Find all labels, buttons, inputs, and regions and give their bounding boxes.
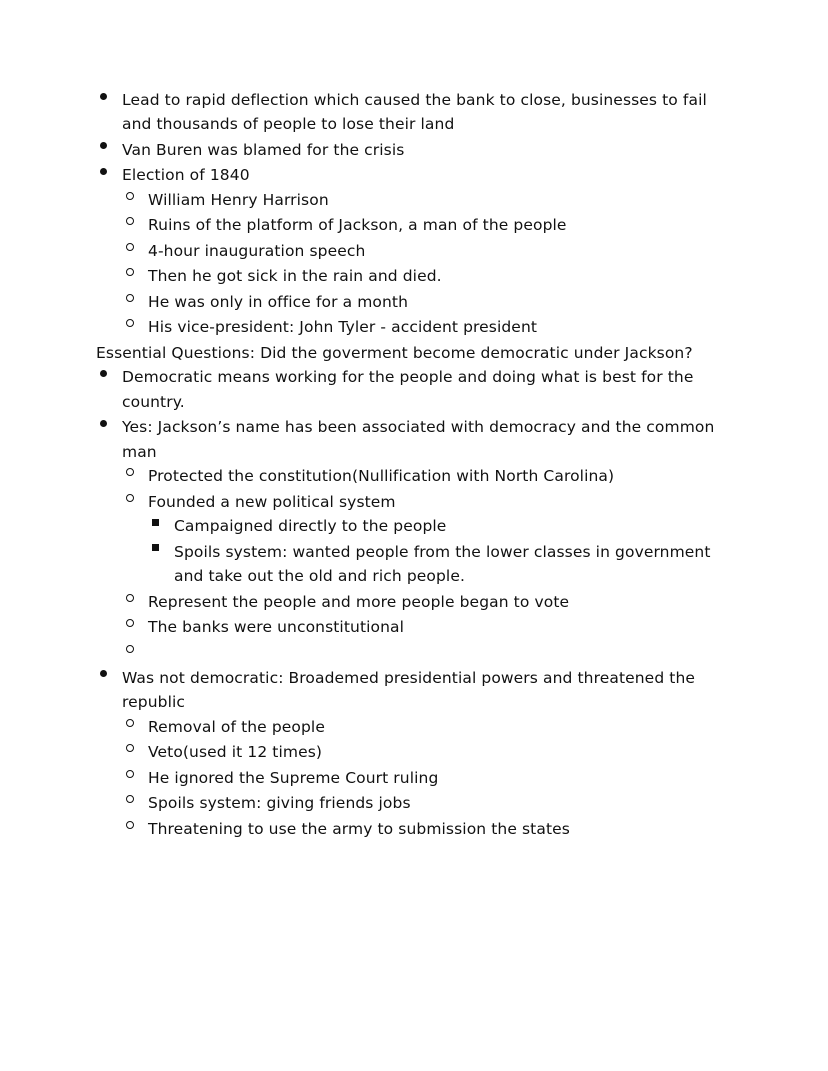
list-item [122, 464, 732, 488]
bullet-circle-icon [126, 490, 142, 511]
list-item-label: Veto(used it 12 times) [148, 743, 323, 762]
bullet-square-icon [152, 514, 168, 535]
bullet-circle-icon [126, 239, 142, 260]
top-level-list [96, 88, 732, 340]
bullet-circle-icon [126, 715, 142, 736]
list-item-label: William Henry Harrison [148, 190, 329, 209]
list-item [122, 315, 732, 339]
list-item-label: 4-hour inauguration speech [148, 241, 366, 260]
bullet-disc-icon [100, 138, 116, 159]
not-democratic-sublist [122, 715, 732, 841]
bullet-circle-icon [126, 188, 142, 209]
list-item-label: Represent the people and more people began to vote [148, 592, 570, 611]
bullet-circle-icon [126, 315, 142, 336]
bullet-circle-icon [126, 615, 142, 636]
list-item-label: Lead to rapid deflection which caused the bank to close, businesses to fail and thousands of people to lose their land [122, 91, 707, 134]
list-item [96, 138, 732, 162]
bullet-circle-icon [126, 213, 142, 234]
bullet-disc-icon [100, 415, 116, 436]
list-item-label: Protected the constitution(Nullification with North Carolina) [148, 467, 615, 486]
bullet-circle-icon [126, 464, 142, 485]
list-item [96, 88, 732, 137]
list-item-label: Removal of the people [148, 717, 325, 736]
list-item [148, 540, 732, 589]
list-item [122, 590, 732, 614]
list-item-label: The banks were unconstitutional [148, 618, 405, 637]
list-item-label: Election of 1840 [122, 166, 250, 185]
list-item-label: Was not democratic: Broademed presidential powers and threatened the republic [122, 668, 696, 712]
list-item-label: Then he got sick in the rain and died. [148, 267, 442, 286]
bullet-square-icon [152, 540, 168, 561]
list-item [122, 264, 732, 288]
list-item [96, 163, 732, 339]
list-item [96, 365, 732, 414]
list-item-label: He ignored the Supreme Court ruling [148, 768, 439, 787]
list-item-label: Founded a new political system [148, 492, 396, 511]
bullet-disc-icon [100, 365, 116, 386]
bullet-circle-icon [126, 766, 142, 787]
list-item-label: Spoils system: giving friends jobs [148, 794, 411, 813]
document-body [96, 88, 732, 841]
answer-list [96, 365, 732, 841]
list-item-label: Yes: Jackson’s name has been associated with democracy and the common man [122, 418, 715, 461]
list-item [122, 740, 732, 764]
list-item [122, 213, 732, 237]
list-item-label: Democratic means working for the people and doing what is best for the country. [122, 368, 694, 411]
bullet-disc-icon [100, 666, 116, 687]
bullet-disc-icon [100, 163, 116, 184]
list-item [122, 615, 732, 639]
election-1840-sublist [122, 188, 732, 340]
list-item [96, 415, 732, 664]
list-item-label: Campaigned directly to the people [174, 517, 447, 536]
list-item-empty [122, 641, 732, 665]
list-item [96, 666, 732, 841]
list-item [122, 817, 732, 841]
bullet-circle-icon [126, 264, 142, 285]
list-item [122, 290, 732, 314]
list-item-label: Threatening to use the army to submission the states [148, 819, 570, 838]
bullet-circle-icon [126, 641, 142, 662]
bullet-circle-icon [126, 791, 142, 812]
list-item [122, 188, 732, 212]
bullet-disc-icon [100, 88, 116, 109]
essential-question-heading: Essential Questions: Did the goverment become democratic under Jackson? [96, 343, 693, 362]
list-item [122, 715, 732, 739]
list-item [122, 791, 732, 815]
list-item-label: Spoils system: wanted people from the lower classes in government and take out the old and rich people. [174, 542, 711, 586]
list-item-label: Ruins of the platform of Jackson, a man of the people [148, 216, 567, 235]
list-item [122, 239, 732, 263]
bullet-circle-icon [126, 817, 142, 838]
list-item-label: Van Buren was blamed for the crisis [122, 140, 405, 159]
political-system-sublist [148, 514, 732, 588]
bullet-circle-icon [126, 290, 142, 311]
list-item-label: He was only in office for a month [148, 292, 409, 311]
yes-sublist [122, 464, 732, 664]
list-item [122, 490, 732, 589]
bullet-circle-icon [126, 740, 142, 761]
list-item [122, 766, 732, 790]
bullet-circle-icon [126, 590, 142, 611]
list-item-label: His vice-president: John Tyler - accident president [148, 318, 538, 337]
list-item [148, 514, 732, 538]
